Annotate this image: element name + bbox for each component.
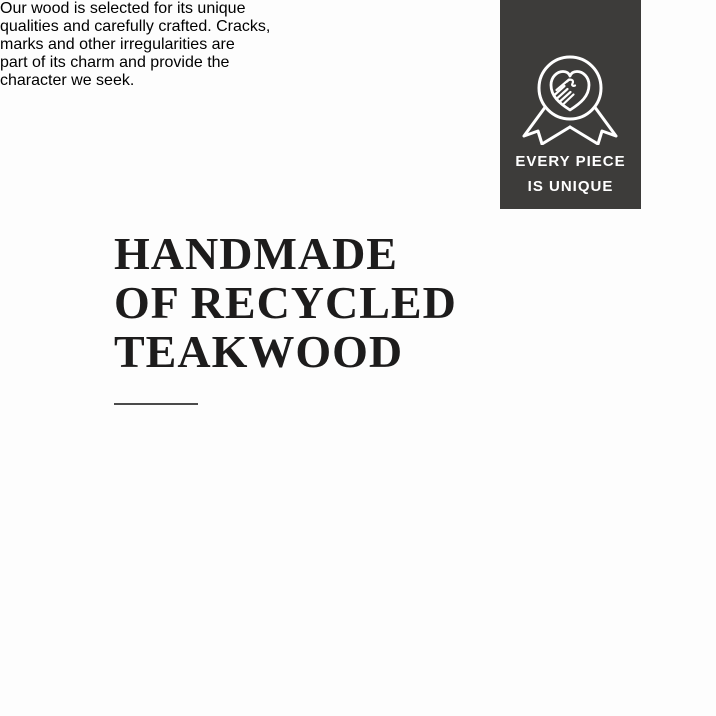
unique-badge [500, 0, 641, 209]
description-line1: Our wood is selected for its unique [0, 0, 246, 17]
description-line3: marks and other irregularities are [0, 36, 235, 53]
badge-caption-line2: IS UNIQUE [527, 178, 614, 195]
page-title-line2: OF RECYCLED [114, 277, 457, 328]
description-line5: character we seek. [0, 72, 135, 89]
page-title-line3: TEAKWOOD [114, 326, 404, 377]
description-line2: qualities and carefully crafted. Cracks, [0, 18, 271, 35]
page-title-line1: HANDMADE [114, 228, 398, 279]
medal-heart-handshake-icon [510, 50, 630, 145]
description-line4: part of its charm and provide the [0, 54, 230, 71]
divider-line [114, 403, 198, 405]
badge-caption-line1: EVERY PIECE [515, 153, 626, 170]
badge-caption [500, 149, 641, 199]
page-title [114, 229, 457, 376]
